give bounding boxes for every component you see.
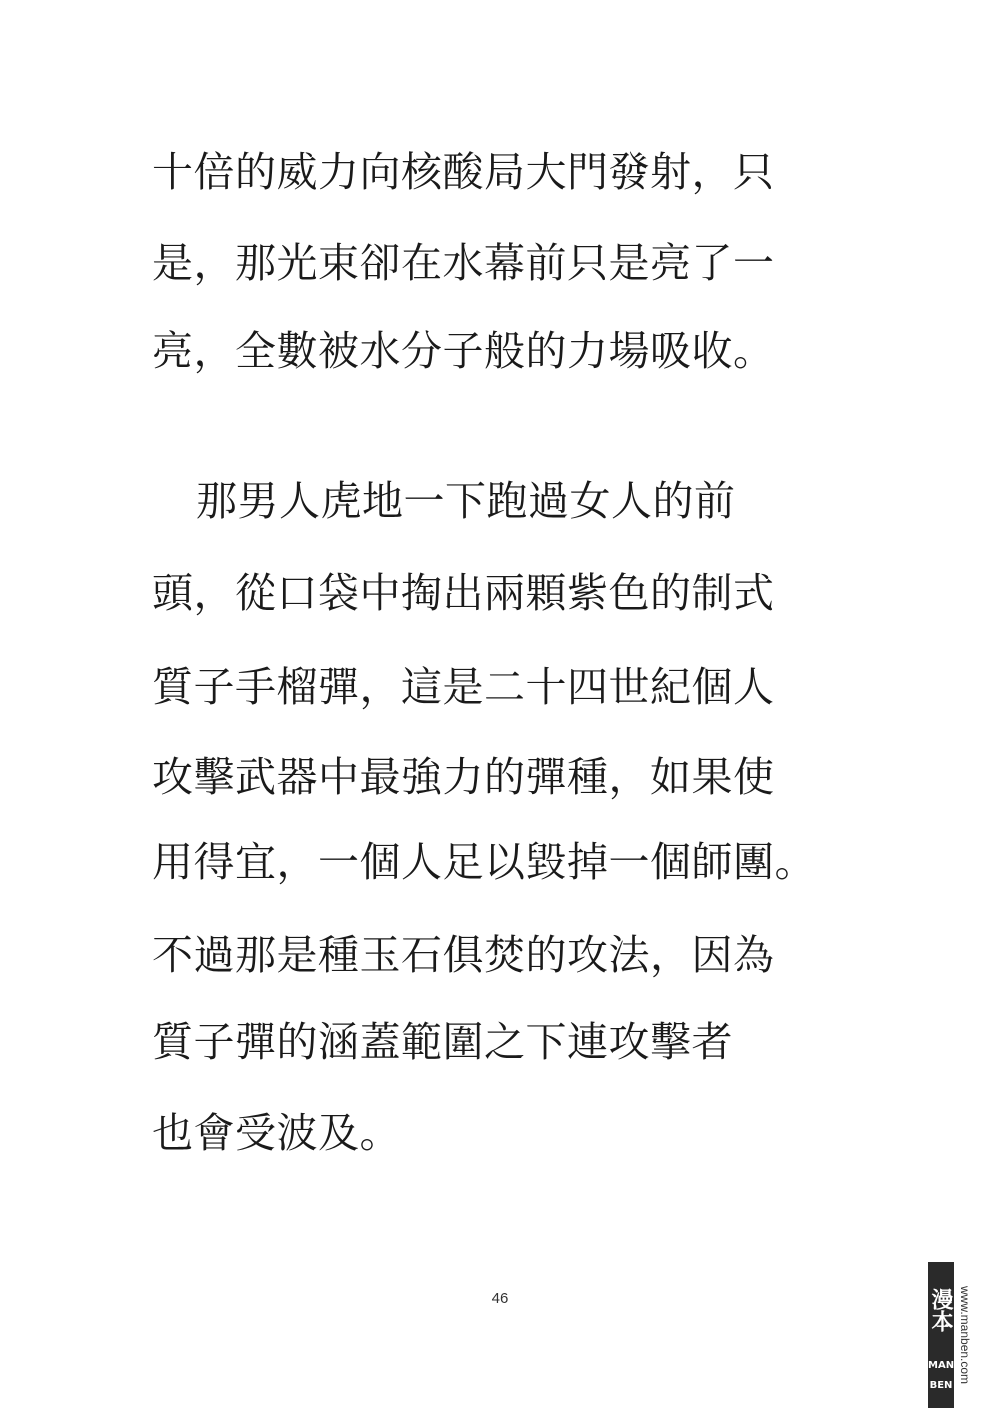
watermark-url: www.manben.com [958, 1285, 972, 1385]
paragraph-2-line-6: 不過那是種玉石俱焚的攻法，因為 [152, 931, 775, 979]
watermark-glyphs: 漫本 [928, 1288, 953, 1332]
paragraph-2-line-4: 攻擊武器中最強力的彈種，如果使 [152, 753, 775, 801]
watermark-letters-top: MAN [928, 1360, 955, 1371]
paragraph-2-line-3: 質子手榴彈，這是二十四世紀個人 [152, 663, 775, 711]
paragraph-1-line-2: 是，那光束卻在水幕前只是亮了一 [152, 239, 775, 287]
paragraph-2-line-5: 用得宜，一個人足以毀掉一個師團。 [152, 838, 816, 886]
watermark-logo [928, 1262, 992, 1408]
watermark-letters-bottom: BEN [929, 1380, 953, 1391]
paragraph-1-line-1: 十倍的威力向核酸局大門發射，只 [152, 148, 775, 196]
page-number: 46 [491, 1290, 509, 1307]
paragraph-2-line-2: 頭，從口袋中掏出兩顆紫色的制式 [152, 569, 775, 617]
paragraph-2-line-8: 也會受波及。 [152, 1109, 401, 1157]
paragraph-1-line-3: 亮，全數被水分子般的力場吸收。 [152, 327, 775, 375]
watermark-box [928, 1262, 954, 1408]
paragraph-2-line-7: 質子彈的涵蓋範圍之下連攻擊者 [152, 1018, 733, 1066]
paragraph-2-line-1: 那男人虎地一下跑過女人的前 [196, 477, 736, 525]
